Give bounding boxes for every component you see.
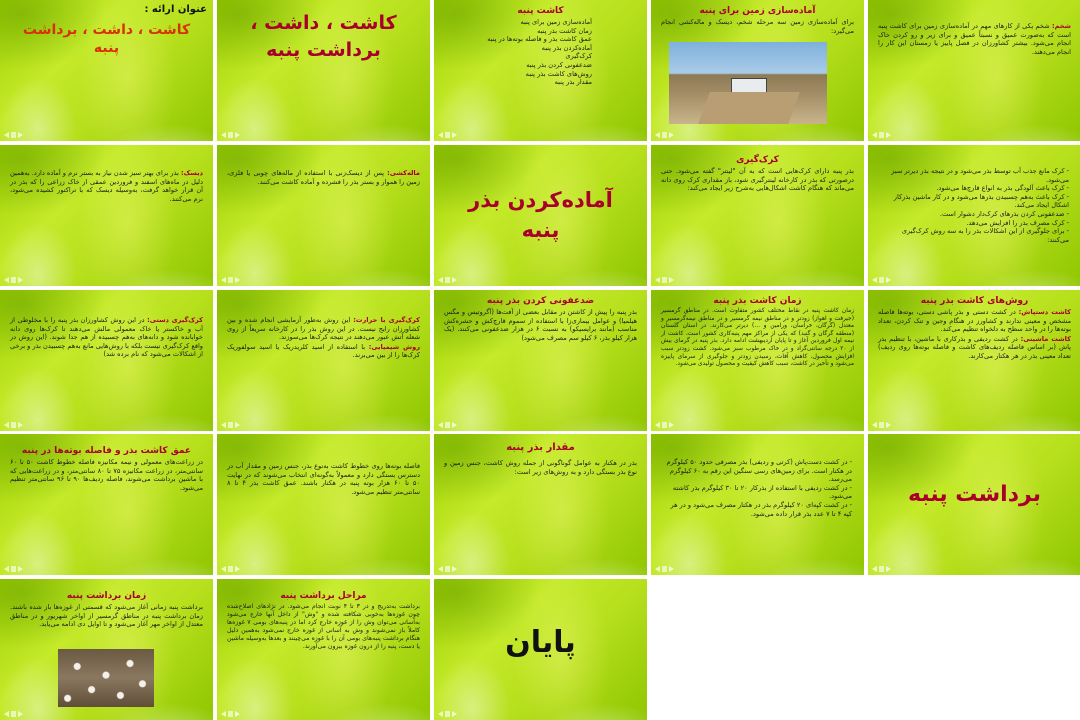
term-label: روش شیمیایی: bbox=[368, 342, 420, 351]
slide-nav-arrows bbox=[872, 422, 891, 428]
slide-body: بذر پنبه دارای کرک‌هایی است که به آن "لینتر" گفته می‌شود. حتی درصورتی که بذر در کارخانه لینترگیری شود، باز مقداری کرک روی دانه می‌ماند که هنگام کاشت اشکال‌هایی به‌شرح زیر ایجاد می‌کند: bbox=[661, 167, 854, 193]
slide-nav-arrows bbox=[438, 277, 457, 283]
slide-title: پایان bbox=[505, 625, 576, 660]
slide-nav-arrows bbox=[438, 132, 457, 138]
slide-body bbox=[217, 314, 430, 363]
slide-title: کرک‌گیری bbox=[736, 155, 779, 165]
road-shape bbox=[698, 92, 800, 124]
slide-thumbnail[interactable] bbox=[217, 579, 430, 720]
slide-body bbox=[217, 167, 430, 188]
slide-thumbnail[interactable] bbox=[651, 0, 864, 141]
slide-nav-arrows bbox=[4, 277, 23, 283]
slide-thumbnail[interactable] bbox=[651, 434, 864, 575]
slide-thumbnail[interactable] bbox=[434, 434, 647, 575]
slide-title: ضدعفونی کردن بذر پنبه bbox=[486, 296, 595, 306]
slide-nav-arrows bbox=[655, 422, 674, 428]
slide-body: برای آماده‌سازی زمین سه مرحله شخم، دیسک و ماله‌کشی انجام می‌گیرد: bbox=[661, 18, 854, 35]
slide-heading: عنوان ارائه : bbox=[144, 4, 207, 15]
term-text: با استفاده از اسید کلریدریک یا اسید سولفوریک کرک‌ها را از بین می‌برند. bbox=[227, 342, 420, 360]
slide-title: زمان کاشت بذر پنبه bbox=[713, 296, 802, 306]
slide-body bbox=[0, 167, 213, 205]
slide-thumbnail[interactable] bbox=[0, 145, 213, 286]
term-text: در کشت دستی و بذر پاشی دستی، بوته‌ها فاصله مشخص و معینی ندارند و کشاورز در هنگام وجین و تنک کردن، تعداد بوته‌ها را در واحد سطح به دلخواه تنظیم می‌کند. bbox=[878, 308, 1071, 334]
cotton-field-photo bbox=[58, 649, 154, 707]
slide-thumbnail[interactable] bbox=[0, 579, 213, 720]
slide-thumbnail[interactable] bbox=[217, 145, 430, 286]
list-item: - در کشت دست‌پاش (کرتی و ردیفی) بذر مصرفی حدود ۵۰ کیلوگرم در هکتار است. برای زمین‌های رسی سنگین این رقم به ۶۰ کیلوگرم می‌رسد. bbox=[666, 458, 852, 484]
term-label: دیسک: bbox=[181, 169, 203, 177]
slide-nav-arrows bbox=[221, 566, 240, 572]
slide-nav-arrows bbox=[872, 277, 891, 283]
slide-thumbnail[interactable] bbox=[0, 0, 213, 141]
slide-thumbnail[interactable] bbox=[434, 145, 647, 286]
slide-nav-arrows bbox=[655, 566, 674, 572]
slide-thumbnail[interactable] bbox=[0, 434, 213, 575]
list-item: روش‌های کاشت بذر پنبه bbox=[525, 69, 592, 78]
list-item: کرک‌گیری bbox=[565, 52, 592, 61]
slide-thumbnail[interactable] bbox=[868, 145, 1080, 286]
slide-nav-arrows bbox=[655, 132, 674, 138]
slide-title: مقدار بذر پنبه bbox=[506, 442, 575, 453]
list-item: عمق کاشت بذر و فاصله بوته‌ها در پنبه bbox=[487, 35, 592, 44]
slide-body bbox=[0, 314, 213, 361]
slide-body: فاصله بوته‌ها روی خطوط کاشت به‌نوع بذر، جنس زمین و مقدار آب در دسترس بستگی دارد و معمولاً به‌گونه‌ای انتخاب می‌شوند که در نهایت ۵۰ تا ۶۰ هزار بوته پنبه در هکتار باشند. عمق کاشت بذر ۴ تا ۸ سانتی‌متر تنظیم می‌شود. bbox=[227, 462, 420, 496]
slide-nav-arrows bbox=[4, 422, 23, 428]
list-item: - کرک باعث آلودگی بذر به انواع قارچ‌ها می‌شود. bbox=[936, 184, 1069, 193]
bullet-list bbox=[651, 458, 864, 518]
slide-title: برداشت پنبه bbox=[908, 482, 1041, 507]
slide-title: کاشت ، داشت ، برداشت پنبه bbox=[22, 22, 191, 56]
slide-title: روش‌های کاشت بذر پنبه bbox=[920, 296, 1029, 306]
slide-thumbnail[interactable] bbox=[868, 434, 1080, 575]
list-item: مقدار بذر پنبه bbox=[554, 78, 592, 87]
slide-body: در زراعت‌های معمولی و نیمه مکانیزه فاصله خطوط کاشت ۵۰ تا ۶۰ سانتی‌متر، در زراعت مکانیزه ۷۵ تا ۸۰ سانتی‌متر، و در زراعت‌هایی که با ماشین برداشت می‌شوند، فاصله ردیف‌ها ۹۰ تا ۹۶ سانتی‌متر تنظیم می‌شود. bbox=[10, 458, 203, 492]
slide-body: برداشت به‌تدریج و در ۳ تا ۴ نوبت انجام می‌شود. در نژادهای اصلاح‌شده چون غوزه‌ها به‌خوبی شکافته شده و "وش" از داخل آنها خارج می‌شود به‌آسانی می‌توان وش را از غوزه خارج کرد اما در پنبه‌های بومی ۷ غوزه‌ها کاملاً باز نمی‌شوند و وش به آسانی از غوزه خارج نمی‌شود به‌همین دلیل هنگام برداشت پنبه‌های بومی آن را با غوزه می‌چینند و بعدها به‌وسیله ماشین یا دست، پنبه را از درون غوزه بیرون می‌آورند. bbox=[227, 603, 421, 650]
slide-nav-arrows bbox=[221, 711, 240, 717]
list-item: - ضدعفونی کردن بذرهای کرک‌دار دشوار است. bbox=[939, 209, 1069, 218]
slide-body bbox=[868, 20, 1080, 58]
slide-title: آماده‌سازی زمین برای پنبه bbox=[699, 6, 816, 16]
term-text: این روش به‌طور آزمایشی انجام شده و بین کشاورزان رایج نیست. در این روش بذر را در کارخانه سریعاً از روی شعله آتش عبور می‌دهند در نتیجه کرک‌ها می‌سوزند. bbox=[227, 316, 420, 342]
term-text: پس از دیسک‌زنی با استفاده از ماله‌های چوبی یا فلزی، زمین را هموار و بستر بذر را فشرده و آماده کاشت می‌کنند. bbox=[227, 169, 420, 186]
slide-thumbnail[interactable] bbox=[434, 579, 647, 720]
slide-nav-arrows bbox=[438, 711, 457, 717]
list-item: - برای جلوگیری از این اشکالات بذر را به سه روش کرک‌گیری می‌کنند: bbox=[901, 227, 1069, 244]
list-item: - در کشت کپه‌ای ۲۰ کیلوگرم بذر در هکتار مصرف می‌شود و در هر کپه ۴ تا ۷ عدد بذر قرار داده می‌شود. bbox=[670, 500, 852, 518]
slide-nav-arrows bbox=[872, 132, 891, 138]
term-label: کرک‌گیری دستی: bbox=[147, 316, 203, 324]
term-label: ماله‌کشی: bbox=[387, 169, 420, 177]
list-item: - کرک باعث به‌هم چسبیدن بذرها می‌شود و در کار ماشین بذرکار اشکال ایجاد می‌کند. bbox=[893, 192, 1069, 210]
term-label: کرک‌گیری با حرارت: bbox=[353, 316, 420, 324]
slide-nav-arrows bbox=[438, 422, 457, 428]
slide-thumbnail[interactable] bbox=[434, 0, 647, 141]
slide-body: زمان کاشت پنبه در نقاط مختلف کشور متفاوت است. در مناطق گرمسیر (جیرفت و اهواز) زودتر و در مناطق نیمه گرمسیر و در مناطق نیمه‌گرمسیر و معتدل (گرگان، خراسان، ورامین و ...) دیرتر می‌کارند. در استان گلستان (منطقه گرگان و گنبد) که یکی از مراکز مهم پنبه‌کاری کشور است، کاشت از نیمه اول فروردین آغاز و تا پایان اردیبهشت ادامه دارد. بذر پنبه در گرمای بیش از ۲۰ درجه سانتی‌گراد و در خاک مرطوب سبز می‌شود. کشت زودتر سبب افزایش محصول، کاهش آفات، رسیدن زودتر و جلوگیری از سرمای پاییزه می‌شود و تأخیر در کاشت، سبب کاهش کیفیت و محصول تولیدی می‌شود. bbox=[661, 308, 854, 368]
slide-title: کاشت ، داشت ، برداشت پنبه bbox=[250, 12, 397, 61]
term-text: در کشت ردیفی و بذرکاری با ماشین، با تنظیم بذر پاش (بر اساس فاصله ردیف‌های کاشت و فاصله بوته‌ها روی ردیف) تعداد معینی بذر در هر هکتار می‌کارند. bbox=[878, 334, 1071, 360]
field-road-photo bbox=[669, 42, 827, 124]
list-item: ضدعفونی کردن بذر پنبه bbox=[526, 60, 592, 69]
slide-title: کاشت پنبه bbox=[517, 6, 564, 16]
list-item: - کرک مصرف بذر را افزایش می‌دهد. bbox=[966, 218, 1069, 227]
term-text: بذر برای بهتر سبز شدن نیاز به بستر نرم و آماده دارد. به‌همین دلیل در ماه‌های اسفند و فروردین عمقی از خاک زراعی را که بذر در آن قرار خواهد گرفت، به‌وسیله دیسک که با تراکتور کشیده می‌شود، نرم می‌کنند. bbox=[10, 169, 203, 203]
list-item: زمان کاشت بذر پنبه bbox=[537, 26, 592, 35]
slide-nav-arrows bbox=[221, 422, 240, 428]
list-item: آماده‌سازی زمین برای پنبه bbox=[520, 18, 592, 26]
list-item: آماده‌کردن بذر پنبه bbox=[541, 43, 592, 52]
slide-thumbnail[interactable] bbox=[651, 145, 864, 286]
slide-nav-arrows bbox=[438, 566, 457, 572]
slide-body: برداشت پنبه زمانی آغاز می‌شود که قسمتی از غوزه‌ها باز شده باشند. زمان برداشت پنبه در مناطق گرمسیر از اواخر شهریور و در مناطق معتدل از اواخر مهر آغاز می‌شود و تا اوایل دی ادامه می‌یابد. bbox=[10, 603, 203, 629]
term-text: در این روش کشاورزان بذر پنبه را با مخلوطی از آب و خاکستر یا خاک معمولی مالش می‌دهند تا کرک‌ها روی دانه خوابانده شود و دانه‌های به‌هم چسبیده از هم جدا شوند. (این روش در واقع کرک‌گیری نیست بلکه با روش‌هایی مانع به‌هم چسبیدن بذر و برخی از اشکالات می‌شود که نام برده شد) bbox=[10, 316, 203, 359]
slide-thumbnail[interactable] bbox=[434, 290, 647, 431]
term-text: شخم یکی از کارهای مهم در آماده‌سازی زمین برای کاشت پنبه است که به‌صورت عمیق و نسبتاً عمیق و برای زیر و رو کردن خاک انجام می‌شود. بیشتر کشاورزان در فصل پاییز یا زمستان این کار را انجام می‌دهند. bbox=[878, 22, 1071, 56]
slide-body bbox=[868, 306, 1080, 364]
slide-body: بذر پنبه را پیش از کاشتن در مقابل بعضی از آفت‌ها (آگروتیس و مگس هیلمیا) و عوامل بیماری‌زا با استفاده از سموم قارچ‌کش و حشره‌کش مناسب (مانند برایسیکو) به نسبت ۶ در هزار ضدعفونی می‌کنند. (یک هزار کیلو بذر، ۶ کیلو سم مصرف می‌شود) bbox=[444, 308, 637, 342]
slide-title: آماده‌کردن بذر پنبه bbox=[468, 188, 613, 242]
slide-nav-arrows bbox=[655, 277, 674, 283]
bullet-list bbox=[868, 167, 1080, 244]
slide-nav-arrows bbox=[221, 277, 240, 283]
term-label: شخم: bbox=[1051, 22, 1071, 30]
list-item: - کرک مانع جذب آب توسط بذر می‌شود و در نتیجه بذر دیرتر سبز می‌شود. bbox=[891, 167, 1069, 184]
slide-nav-arrows bbox=[4, 132, 23, 138]
slide-thumbnail[interactable] bbox=[217, 290, 430, 431]
term-label: کاشت دستپاش: bbox=[1018, 308, 1071, 316]
slide-thumbnail[interactable] bbox=[868, 290, 1080, 431]
slide-nav-arrows bbox=[221, 132, 240, 138]
slide-thumbnail[interactable] bbox=[217, 434, 430, 575]
slide-thumbnail[interactable] bbox=[868, 0, 1080, 141]
slide-nav-arrows bbox=[872, 566, 891, 572]
list-item: - در کشت ردیفی با استفاده از بذرکار ۲۰ تا ۳۰ کیلوگرم بذر کاشته می‌شود. bbox=[672, 483, 852, 501]
slide-nav-arrows bbox=[4, 566, 23, 572]
slide-nav-arrows bbox=[4, 711, 23, 717]
term-label: کاشت ماشینی: bbox=[1020, 334, 1071, 343]
slide-title: زمان برداشت پنبه bbox=[66, 591, 147, 601]
slide-thumbnail[interactable] bbox=[217, 0, 430, 141]
slide-title: مراحل برداشت پنبه bbox=[280, 591, 367, 601]
slide-title: عمق کاشت بذر و فاصله بوته‌ها در پنبه bbox=[21, 446, 192, 456]
slide-thumbnail[interactable] bbox=[0, 290, 213, 431]
topic-list bbox=[434, 18, 647, 87]
slide-thumbnail[interactable] bbox=[651, 290, 864, 431]
slide-body: بذر در هکتار به عوامل گوناگونی از جمله روش کاشت، جنس زمین و نوع بذر بستگی دارد و به روش‌های زیر است: bbox=[444, 459, 637, 476]
